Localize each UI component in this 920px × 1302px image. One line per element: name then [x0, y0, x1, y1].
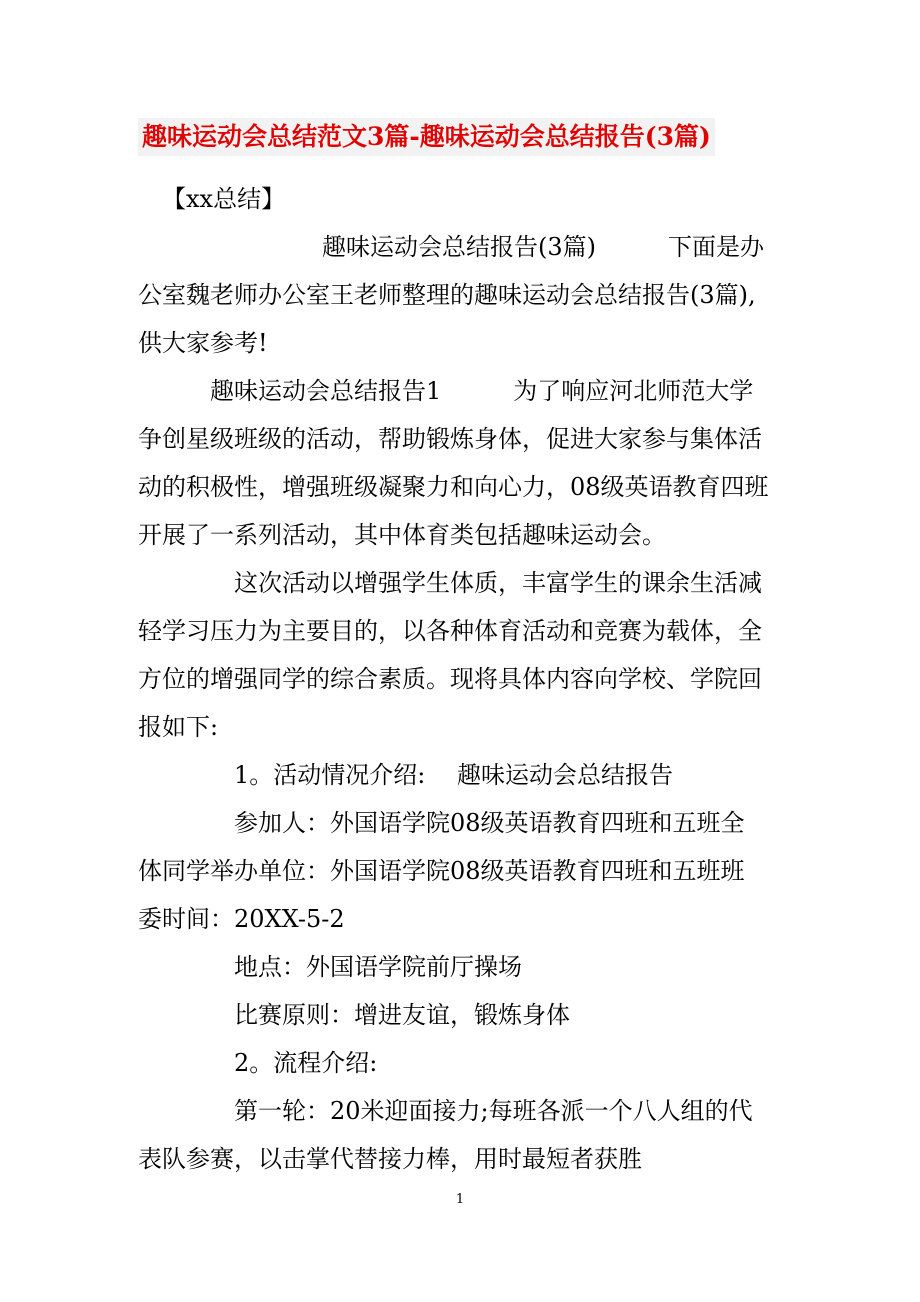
body-line: 第一轮：20米迎面接力;每班各派一个八人组的代: [234, 1097, 753, 1125]
body-line: 委时间：20XX-5-2: [138, 905, 345, 933]
body-line: 1。活动情况介绍: 趣味运动会总结报告: [234, 761, 673, 789]
document-title: 趣味运动会总结范文3篇-趣味运动会总结报告(3篇): [138, 118, 715, 156]
body-line: 趣味运动会总结报告1 为了响应河北师范大学: [210, 377, 754, 405]
body-line: 供大家参考!: [138, 329, 268, 357]
body-line: 2。流程介绍:: [234, 1049, 378, 1077]
body-line: 报如下:: [138, 713, 219, 741]
body-line: 表队参赛，以击掌代替接力棒，用时最短者获胜: [138, 1145, 642, 1173]
body-line: 这次活动以增强学生体质，丰富学生的课余生活减: [234, 569, 762, 597]
body-line: 地点：外国语学院前厅操场: [234, 953, 522, 981]
body-line: 轻学习压力为主要目的，以各种体育活动和竞赛为载体，全: [138, 617, 762, 645]
body-line: 体同学举办单位：外国语学院08级英语教育四班和五班班: [138, 857, 745, 885]
body-line: 参加人：外国语学院08级英语教育四班和五班全: [234, 809, 745, 837]
body-line: 开展了一系列活动，其中体育类包括趣味运动会。: [138, 521, 666, 549]
body-line: 方位的增强同学的综合素质。现将具体内容向学校、学院回: [138, 665, 762, 693]
body-line: 争创星级班级的活动，帮助锻炼身体，促进大家参与集体活: [138, 425, 762, 453]
body-line: 趣味运动会总结报告(3篇) 下面是办: [322, 233, 764, 261]
page-number: 1: [455, 1192, 465, 1207]
body-line: 公室魏老师办公室王老师整理的趣味运动会总结报告(3篇),: [138, 281, 756, 309]
body-line: 比赛原则：增进友谊，锻炼身体: [234, 1001, 570, 1029]
section-tag: 【xx总结】: [162, 185, 286, 213]
body-line: 动的积极性，增强班级凝聚力和向心力，08级英语教育四班: [138, 473, 769, 501]
